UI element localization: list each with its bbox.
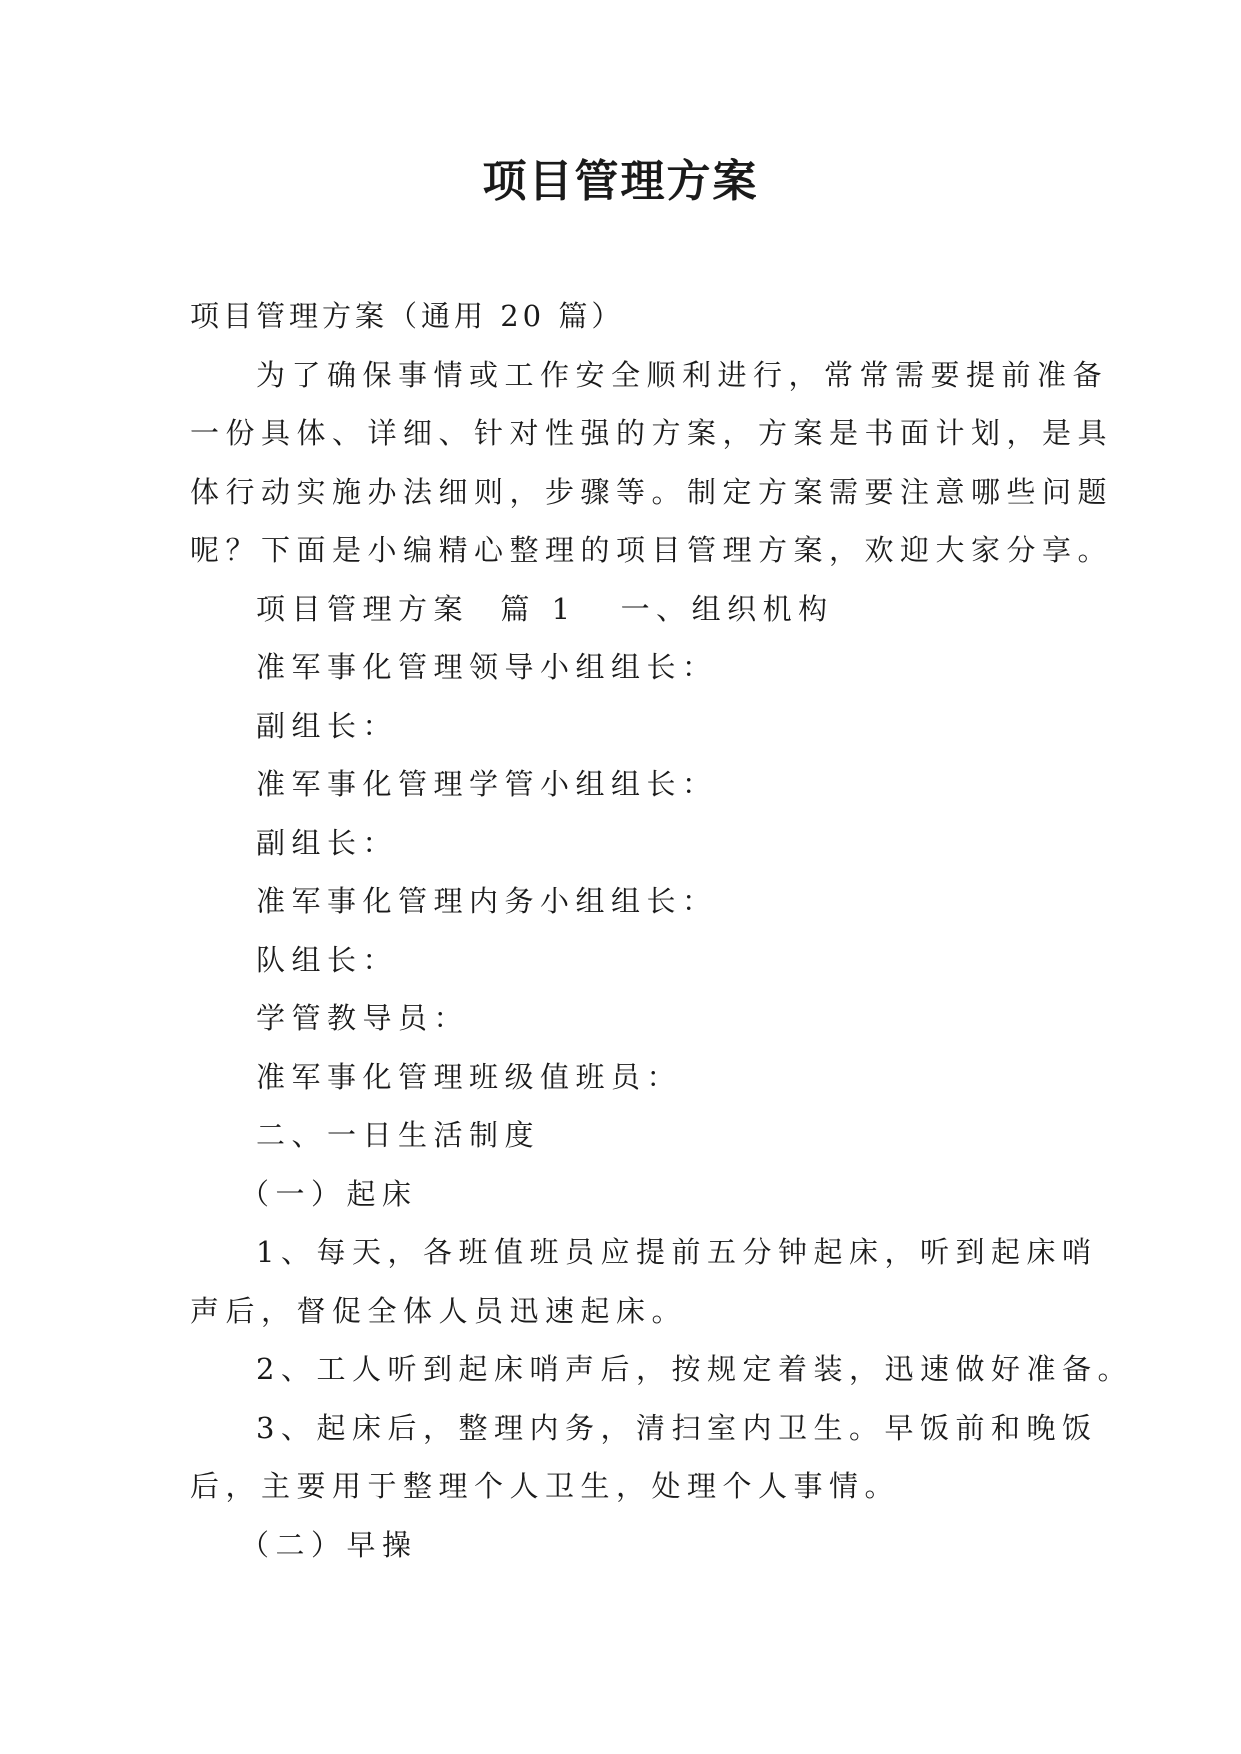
section-heading-org: 一、组织机构: [620, 591, 834, 626]
wakeup-item-2: 2、工人听到起床哨声后，按规定着装，迅速做好准备。: [256, 1352, 1133, 1386]
section-heading-article: 项目管理方案 篇 1: [256, 591, 577, 626]
org-line-7: 学管教导员：: [256, 1001, 470, 1035]
intro-line-1: 为了确保事情或工作安全顺利进行，常常需要提前准备: [256, 357, 1109, 392]
document-subtitle: 项目管理方案（通用 20 篇）: [190, 299, 625, 333]
daily-heading: 二、一日生活制度: [256, 1118, 541, 1152]
section-heading: [190, 580, 1070, 639]
org-line-6: 队组长：: [256, 942, 399, 977]
org-line-2: 副组长：: [256, 708, 399, 743]
wakeup-heading: （一）起床: [240, 1176, 418, 1211]
document-title: 项目管理方案: [482, 156, 759, 207]
org-line-1: 准军事化管理领导小组组长：: [256, 650, 718, 684]
intro-line-3: 体行动实施办法细则，步骤等。制定方案需要注意哪些问题: [190, 474, 1114, 509]
org-line-4: 副组长：: [256, 825, 399, 860]
org-line-3: 准军事化管理学管小组组长：: [256, 767, 718, 801]
document-body: [190, 287, 1133, 1574]
exercise-heading: （二）早操: [240, 1527, 418, 1562]
wakeup-item-1-line-2: 声后，督促全体人员迅速起床。: [190, 1293, 688, 1328]
wakeup-item-3-line-2: 后，主要用于整理个人卫生，处理个人事情。: [190, 1469, 901, 1503]
wakeup-item-1-line-1: 1、每天，各班值班员应提前五分钟起床，听到起床哨: [256, 1235, 1098, 1269]
intro-line-4: 呢？下面是小编精心整理的项目管理方案，欢迎大家分享。: [190, 533, 1114, 567]
wakeup-item-3-line-1: 3、起床后，整理内务，清扫室内卫生。早饭前和晚饭: [256, 1410, 1098, 1445]
org-line-5: 准军事化管理内务小组组长：: [256, 884, 718, 918]
intro-line-2: 一份具体、详细、针对性强的方案，方案是书面计划，是具: [190, 416, 1114, 450]
org-line-8: 准军事化管理班级值班员：: [256, 1059, 683, 1094]
